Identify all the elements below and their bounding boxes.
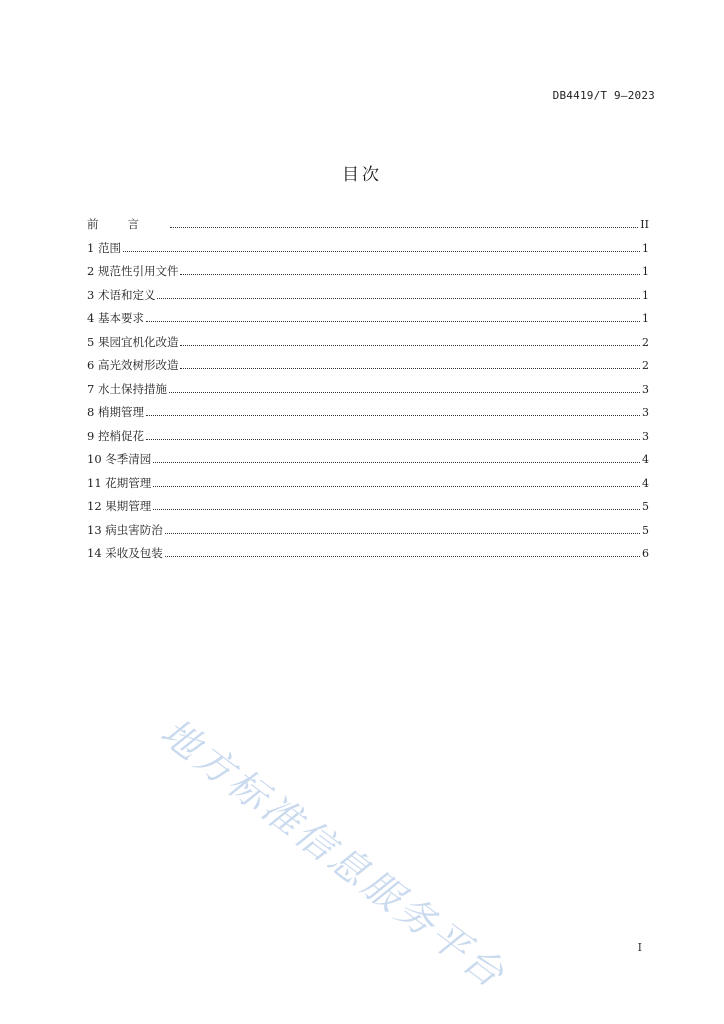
toc-entry-9[interactable] (87, 428, 649, 452)
toc-entry-label: 规范性引用文件 (97, 264, 179, 278)
toc-entry-13[interactable] (87, 522, 649, 546)
toc-leader-dots (157, 297, 640, 299)
toc-entry-page: 3 (642, 406, 649, 419)
toc-entry-1[interactable] (87, 240, 649, 264)
toc-entry-preface[interactable] (87, 216, 649, 240)
toc-entry-page: 3 (642, 382, 649, 396)
toc-entry-number: 8 (87, 405, 95, 419)
toc-leader-dots (153, 461, 640, 463)
toc-entry-label: 前言 (87, 217, 168, 231)
toc-entry-label: 水土保持措施 (97, 381, 167, 396)
toc-entry-12[interactable] (87, 498, 649, 522)
toc-entry-number: 2 (87, 264, 95, 278)
toc-entry-page: 4 (642, 476, 649, 490)
page-number: I (637, 941, 642, 954)
toc-entry-number: 7 (87, 381, 95, 396)
toc-entry-label: 冬季清园 (105, 452, 152, 466)
toc-entry-page: 1 (642, 312, 649, 325)
toc-entry-page: 1 (642, 241, 649, 255)
toc-entry-label: 控梢促花 (97, 428, 144, 443)
toc-entry-2[interactable] (87, 263, 649, 287)
toc-leader-dots (153, 485, 640, 487)
toc-leader-dots (146, 414, 640, 416)
toc-entry-label: 术语和定义 (97, 287, 156, 302)
toc-entry-10[interactable] (87, 451, 649, 475)
toc-leader-dots (146, 438, 640, 440)
toc-entry-number: 14 (87, 546, 102, 560)
toc-entry-number: 12 (87, 499, 102, 513)
toc-entry-label: 高光效树形改造 (97, 358, 179, 372)
watermark: 地方标准信息服务平台 (152, 709, 515, 998)
toc-entry-page: 5 (642, 500, 649, 513)
toc-entry-6[interactable] (87, 357, 649, 381)
toc-entry-page: II (640, 218, 649, 231)
toc-entry-number: 11 (87, 475, 102, 490)
toc-entry-page: 2 (642, 359, 649, 372)
toc-entry-11[interactable] (87, 475, 649, 499)
toc-leader-dots (165, 555, 640, 557)
toc-leader-dots (180, 344, 640, 346)
toc-entry-number: 13 (87, 522, 102, 537)
toc-entry-label: 采收及包装 (105, 546, 163, 560)
toc-entry-4[interactable] (87, 310, 649, 334)
toc-entry-3[interactable] (87, 287, 649, 311)
toc-leader-dots (123, 250, 640, 252)
toc-entry-page: 4 (642, 453, 649, 466)
toc-entry-page: 1 (642, 265, 649, 278)
toc-entry-page: 1 (642, 288, 649, 302)
toc-entry-5[interactable] (87, 334, 649, 358)
toc-entry-number: 1 (87, 240, 95, 255)
toc-entry-page: 5 (642, 523, 649, 537)
toc-entry-label: 果园宜机化改造 (97, 334, 179, 349)
toc-entry-number: 6 (87, 358, 95, 372)
toc-entry-label: 梢期管理 (97, 405, 144, 419)
toc-leader-dots (180, 273, 640, 275)
toc-entry-label: 范围 (97, 240, 121, 255)
toc-entry-label: 病虫害防治 (105, 522, 163, 537)
toc-leader-dots (153, 508, 640, 510)
table-of-contents (87, 216, 649, 569)
toc-entry-page: 2 (642, 335, 649, 349)
toc-leader-dots (169, 391, 640, 393)
toc-entry-page: 3 (642, 429, 649, 443)
toc-leader-dots (165, 532, 640, 534)
document-code: DB4419/T 9—2023 (552, 89, 655, 102)
toc-leader-dots (146, 320, 640, 322)
toc-entry-number: 10 (87, 452, 102, 466)
toc-entry-8[interactable] (87, 404, 649, 428)
toc-entry-7[interactable] (87, 381, 649, 405)
toc-entry-label: 基本要求 (97, 311, 144, 325)
toc-entry-page: 6 (642, 547, 649, 560)
toc-entry-label: 花期管理 (105, 475, 152, 490)
toc-entry-number: 5 (87, 334, 95, 349)
toc-title: 目次 (342, 165, 382, 185)
toc-entry-number: 4 (87, 311, 95, 325)
toc-entry-14[interactable] (87, 545, 649, 569)
toc-leader-dots (170, 226, 638, 228)
toc-leader-dots (180, 367, 640, 369)
toc-entry-number: 3 (87, 287, 95, 302)
toc-entry-number: 9 (87, 428, 95, 443)
toc-entry-label: 果期管理 (105, 499, 152, 513)
